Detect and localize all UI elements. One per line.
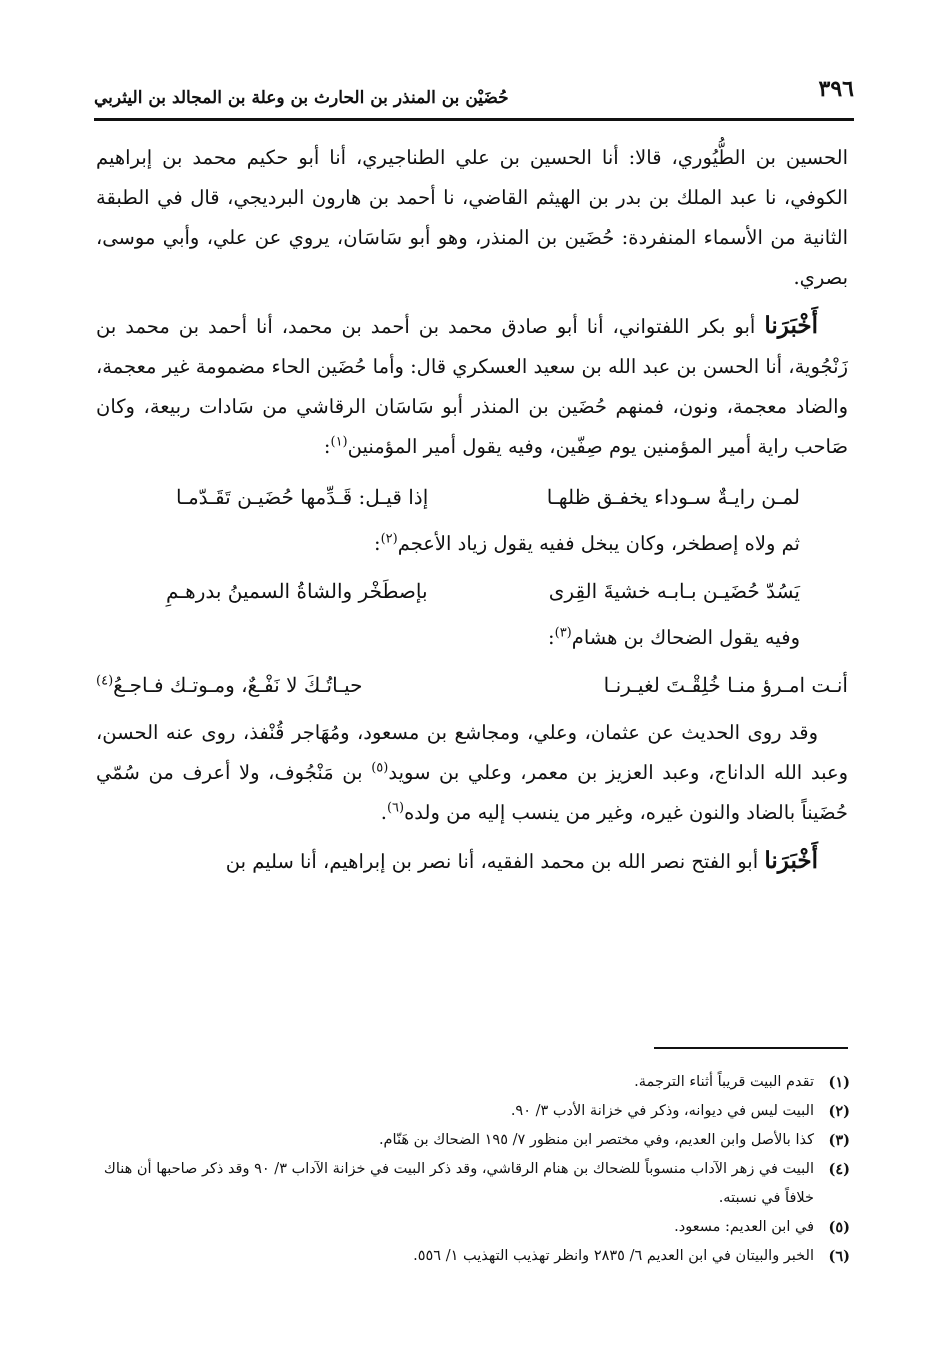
paragraph-4-keyword: أَخْبَرَنا <box>764 847 818 874</box>
footnote-number: (٢) <box>828 1103 850 1120</box>
main-text <box>96 138 848 882</box>
footnote-5 <box>100 1213 850 1242</box>
verse-3-intro-text: وفيه يقول الضحاك بن هشام <box>571 626 800 649</box>
footnote-number: (٤) <box>828 1161 850 1178</box>
paragraph-2-end: : <box>323 435 331 458</box>
footnote-ref-2: (٢) <box>380 531 398 547</box>
footnote-1 <box>100 1068 850 1097</box>
footnote-4 <box>100 1155 850 1213</box>
verse-3-intro-end: : <box>548 626 555 649</box>
verse-3-first-hemistich: أنـت امـرؤ منـا خُلِقْـتَ لغيـرنـا <box>603 673 848 697</box>
footnote-2 <box>100 1097 850 1126</box>
verse-2-intro-text: ثم ولاه إصطخر، وكان يبخل ففيه يقول زياد الأعجم <box>397 532 800 555</box>
paragraph-4-text: أبو الفتح نصر الله بن محمد الفقيه، أنا نصر بن إبراهيم، أنا سليم بن <box>225 850 765 873</box>
footnote-rule <box>654 1047 848 1049</box>
verse-1 <box>96 473 848 521</box>
verse-2-first-hemistich: يَسُدّ حُضَيـن بـابـه خشيةَ القِرى <box>548 579 800 603</box>
footnote-text: تقدم البيت قريباً أثناء الترجمة. <box>634 1074 814 1090</box>
verse-1-second-hemistich: إذا قيـل: قَـدِّمها حُضَيـن تَقَـدّمـا <box>176 485 429 509</box>
verse-3 <box>96 661 848 709</box>
paragraph-3-end: . <box>380 801 387 824</box>
verse-3-second-hemistich <box>96 665 362 705</box>
footnote-3 <box>100 1126 850 1155</box>
footnote-number: (٦) <box>828 1248 850 1265</box>
page-number: ٣٩٦ <box>818 76 854 102</box>
footnote-ref-5: (٥) <box>371 760 389 776</box>
footnote-number: (٣) <box>828 1132 850 1149</box>
verse-1-first-hemistich: لمـن رايـةٌ سـوداء يخفـق ظلهـا <box>546 485 800 509</box>
footnote-6 <box>100 1242 850 1271</box>
verse-2-intro <box>96 521 848 567</box>
footnote-text: الخبر والبيتان في ابن العديم ٦/ ٢٨٣٥ وانظر تهذيب التهذيب ١/ ٥٥٦. <box>413 1248 814 1264</box>
verse-3-intro <box>96 615 848 661</box>
verse-2-second-hemistich: بإصطَخْر والشاةُ السمينُ بدرهـمِ <box>166 579 428 603</box>
paragraph-1: الحسين بن الطُّيُوري، قالا: أنا الحسين بن علي الطناجيري، أنا أبو حكيم محمد بن إبراهيم الكوفي، نا عبد الملك بن بدر بن الهيثم القاضي، نا أحمد بن هارون البرديجي، قال في الطبقة الثانية من الأسماء المنفردة: حُضَين بن المنذر، وهو أبو سَاسَان، يروي عن علي، وأبي موسى، بصري. <box>96 146 848 289</box>
footnote-ref-1: (١) <box>330 434 348 450</box>
paragraph-4 <box>96 841 848 882</box>
running-title: حُضَيْن بن المنذر بن الحارث بن وعلة بن المجالد بن اليثربي <box>94 88 509 108</box>
footnote-text: البيت في زهر الآداب منسوباً للضحاك بن هنام الرقاشي، وقد ذكر البيت في خزانة الآداب ٣/ ٩٠ وقد ذكر صاحبها أن هناك خلافاً في نسبته. <box>103 1161 814 1206</box>
paragraph-2 <box>96 306 848 467</box>
footnote-text: كذا بالأصل وابن العديم، وفي مختصر ابن منظور ٧/ ١٩٥ الضحاك بن هَنّام. <box>378 1132 814 1148</box>
page-header <box>94 72 854 118</box>
paragraph-2-keyword: أَخْبَرَنا <box>764 312 818 339</box>
footnote-number: (٥) <box>828 1219 850 1236</box>
footnotes <box>100 1068 850 1271</box>
footnote-text: البيت ليس في ديوانه، وذكر في خزانة الأدب ٣/ ٩٠. <box>510 1103 814 1119</box>
paragraph-3-text-2: بن مَنْجُوف، ولا أعرف من سُمّي حُضَيناً بالضاد والنون غيره، وغير من ينسب إليه من ولده <box>96 761 848 824</box>
footnote-ref-4: (٤) <box>96 673 114 689</box>
footnote-ref-3: (٣) <box>554 625 572 641</box>
footnote-number: (١) <box>828 1074 850 1091</box>
verse-2-intro-end: : <box>374 532 381 555</box>
footnote-text: في ابن العديم: مسعود. <box>674 1219 814 1235</box>
verse-3-second-hemistich-text: حيـاتُـكَ لا نَفْـعٌ، ومـوتـك فـاجـعُ <box>113 673 363 697</box>
verse-2 <box>96 567 848 615</box>
footnote-ref-6: (٦) <box>386 800 405 816</box>
paragraph-3 <box>96 713 848 833</box>
paragraph-3-text: وقد روى الحديث عن عثمان، وعلي، ومجاشع بن مسعود، ومُهَاجر قُنْفذ، روى عنه الحسن، وعبد الله الداناج، وعبد العزيز بن معمر، وعلي بن سويد <box>96 721 848 784</box>
paragraph-2-text: أبو بكر اللفتواني، أنا أبو صادق محمد بن أحمد بن محمد، أنا أحمد بن محمد بن زَنْجُوية، أنا الحسن بن عبد الله بن سعيد العسكري قال: وأما حُضَين الحاء مضمومة غير معجمة، والضاد معجمة، ونون، فمنهم حُضَين بن المنذر أبو سَاسَان الرقاشي من سَادات ربيعة، وكان صَاحب راية أمير المؤمنين يوم صِفّين، وفيه يقول أمير المؤمنين <box>96 315 848 458</box>
header-rule <box>94 118 854 121</box>
